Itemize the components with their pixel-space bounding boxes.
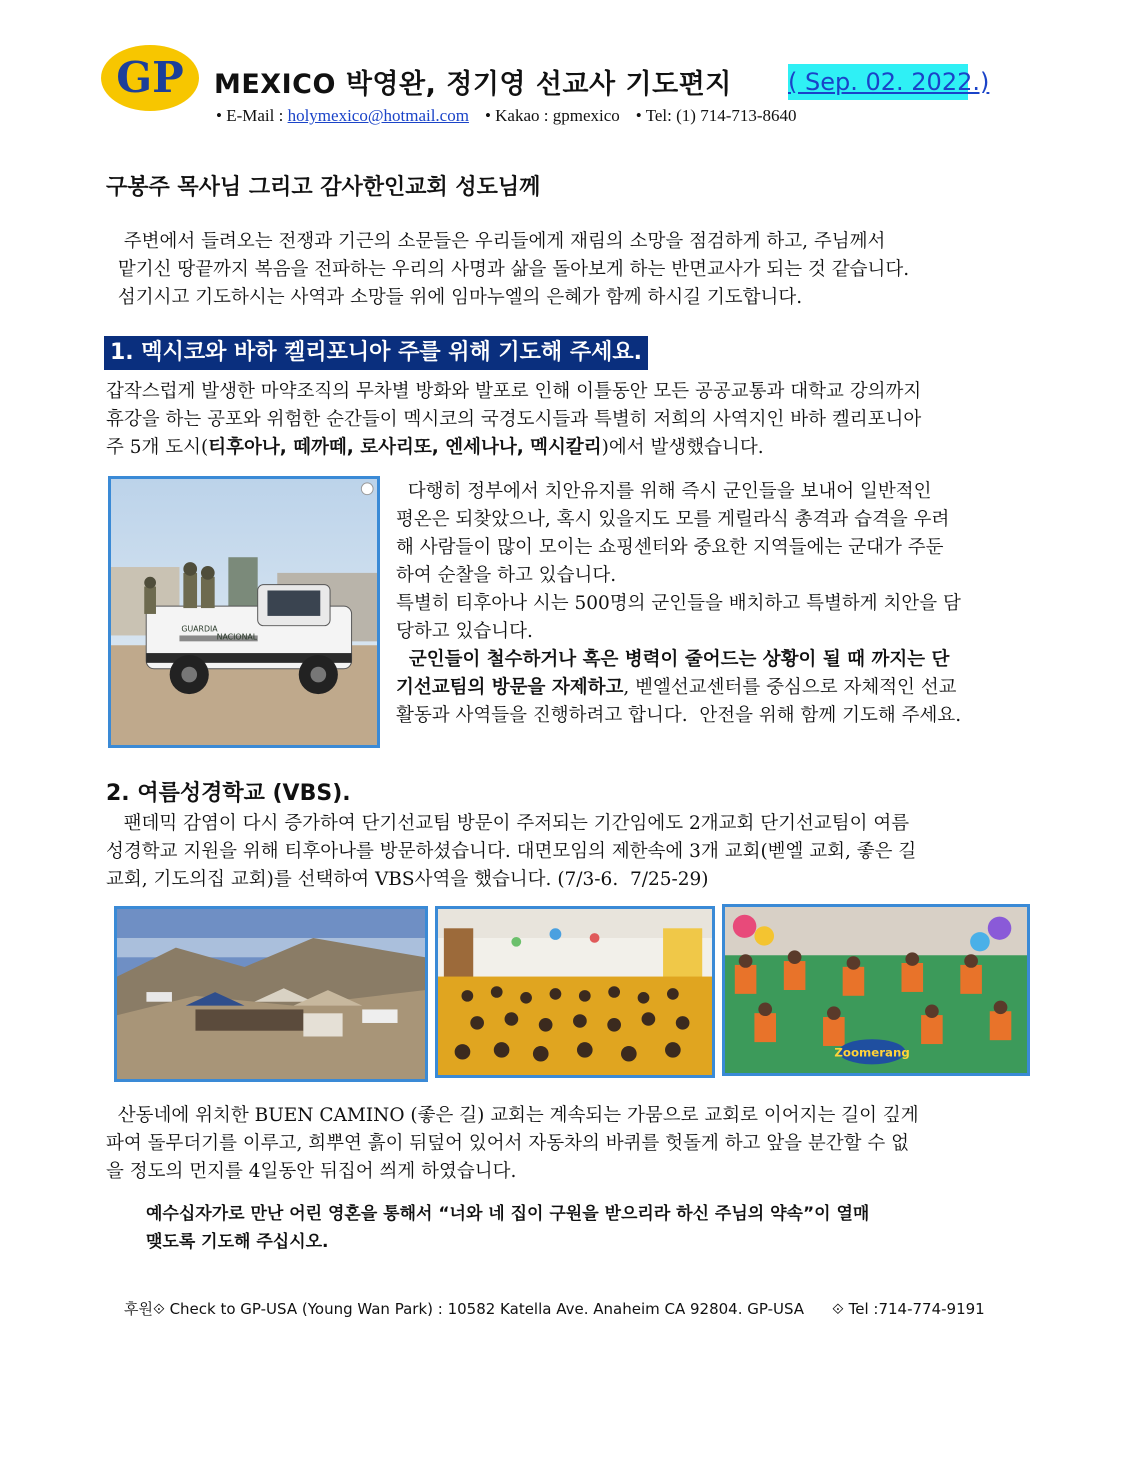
- zoomerang-banner: Zoomerang: [834, 1045, 910, 1060]
- text-line: 특별히 티후아나 시는 500명의 군인들을 배치하고 특별하게 치안을 담: [396, 593, 961, 614]
- kakao-id: • Kakao : gpmexico: [484, 106, 620, 125]
- text-line: 맡기신 땅끝까지 복음을 전파하는 우리의 사명과 삶을 돌아보게 하는 반면교사가 되는 것 같습니다.: [112, 259, 910, 280]
- text-line: 해 사람들이 많이 모이는 쇼핑센터와 중요한 지역들에는 군대가 주둔: [396, 537, 944, 558]
- text-line: 파여 돌무더기를 이루고, 희뿌연 흙이 뒤덮어 있어서 자동차의 바퀴를 헛돌게 하고 앞을 분간할 수 없: [106, 1133, 910, 1154]
- city-list: 티후아나, 떼까떼, 로사리또, 엔세나나, 멕시칼리: [208, 437, 602, 458]
- text-line: 주 5개 도시(티후아나, 떼까떼, 로사리또, 엔세나나, 멕시칼리)에서 발생했습니다.: [106, 437, 764, 458]
- support-footer: [124, 1298, 985, 1319]
- gp-logo: [100, 44, 200, 112]
- greeting: 구봉주 목사님 그리고 감사한인교회 성도님께: [106, 175, 541, 200]
- support-info: 후원⟐ Check to GP-USA (Young Wan Park) : 10582 Katella Ave. Anaheim CA 92804. GP-USA: [124, 1300, 805, 1318]
- text-line: 팬데믹 감염이 다시 증가하여 단기선교팀 방문이 주저되는 기간임에도 2개교회 단기선교팀이 여름: [106, 813, 910, 834]
- section1-paragraph-1: [106, 378, 921, 462]
- text-line: 섬기시고 기도하시는 사역과 소망들 위에 임마누엘의 은혜가 함께 하시길 기도합니다.: [112, 287, 803, 308]
- section-heading-1: 1. 멕시코와 바하 켈리포니아 주를 위해 기도해 주세요.: [104, 336, 648, 370]
- vbs-group-photo: [722, 904, 1030, 1076]
- text-line: 산동네에 위치한 BUEN CAMINO (좋은 길) 교회는 계속되는 가뭄으로 교회로 이어지는 길이 깊게: [106, 1105, 919, 1126]
- closing-prayer: [146, 1200, 869, 1256]
- text-line: [396, 646, 961, 674]
- text-line: 갑작스럽게 발생한 마약조직의 무차별 방화와 발포로 인해 이틀동안 모든 공공교통과 대학교 강의까지: [106, 381, 922, 402]
- truck-label-guardia: GUARDIA: [181, 624, 218, 634]
- text-line: 휴강을 하는 공포와 위험한 순간들이 멕시코의 국경도시들과 특별히 저희의 사역지인 바하 켈리포니아: [106, 409, 922, 430]
- contact-line: [216, 106, 797, 126]
- text-line: 기선교팀의 방문을 자제하고, 벧엘선교센터를 중심으로 자체적인 선교: [396, 677, 957, 698]
- vbs-children-indoor-photo: [435, 906, 715, 1078]
- email-label: • E-Mail :: [216, 106, 288, 125]
- page-title: MEXICO 박영완, 정기영 선교사 기도편지: [214, 69, 732, 100]
- text-line: 교회, 기도의집 교회)를 선택하여 VBS사역을 했습니다. (7/3-6. 7/25-29): [106, 869, 709, 890]
- text-line: 을 정도의 먼지를 4일동안 뒤집어 씌게 하였습니다.: [106, 1161, 517, 1182]
- truck-label-nacional: NACIONAL: [216, 632, 258, 642]
- section2-paragraph-1: [106, 810, 916, 894]
- text-line: 활동과 사역들을 진행하려고 합니다. 안전을 위해 함께 기도해 주세요.: [396, 705, 962, 726]
- bold-text: 기선교팀의 방문을 자제하고: [396, 677, 624, 698]
- text-line: 평온은 되찾았으나, 혹시 있을지도 모를 게릴라식 총격과 습격을 우려: [396, 509, 950, 530]
- hillside-church-photo: [114, 906, 428, 1082]
- support-phone: ⟐ Tel :714-774-9191: [832, 1300, 985, 1318]
- text-line: 주변에서 들려오는 전쟁과 기근의 소문들은 우리들에게 재림의 소망을 점검하게 하고, 주님께서: [112, 231, 886, 252]
- section2-paragraph-2: [106, 1102, 919, 1186]
- text-line: 다행히 정부에서 치안유지를 위해 즉시 군인들을 보내어 일반적인: [396, 481, 932, 502]
- text-line: 예수십자가로 만난 어린 영혼을 통해서 “너와 네 집이 구원을 받으리라 하신 주님의 약속”이 열매: [146, 1204, 870, 1224]
- text-line: 당하고 있습니다.: [396, 621, 533, 642]
- letter-date: ( Sep. 02. 2022.): [788, 64, 968, 100]
- section-heading-2: 2. 여름성경학교 (VBS).: [106, 781, 351, 806]
- logo-text: GP: [116, 53, 184, 102]
- section1-paragraph-2: [396, 478, 961, 730]
- phone-number: • Tel: (1) 714-713-8640: [635, 106, 797, 125]
- text-line: 하여 순찰을 하고 있습니다.: [396, 565, 617, 586]
- text-line: 성경학교 지원을 위해 티후아나를 방문하셨습니다. 대면모임의 제한속에 3개 교회(벧엘 교회, 좋은 길: [106, 841, 917, 862]
- bold-text: 군인들이 철수하거나 혹은 병력이 줄어드는 상황이 될 때 까지는 단: [396, 649, 950, 670]
- national-guard-truck-photo: [108, 476, 380, 748]
- email-link[interactable]: holymexico@hotmail.com: [287, 106, 469, 125]
- intro-paragraph: [112, 228, 909, 312]
- text-line: 맺도록 기도해 주십시오.: [146, 1232, 329, 1252]
